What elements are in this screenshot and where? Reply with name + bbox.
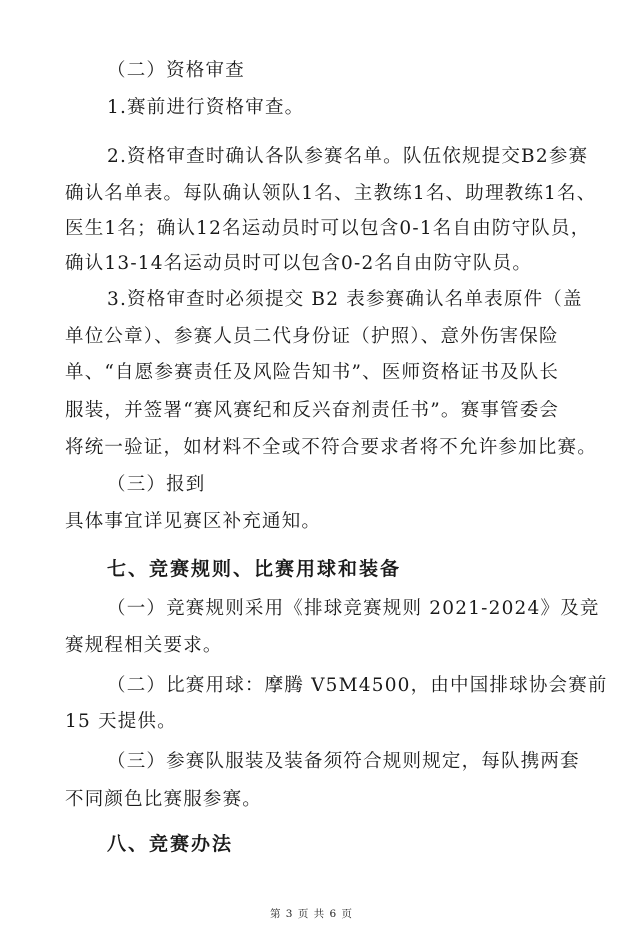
paragraph-line: 2.资格审查时确认各队参赛名单。队伍依规提交B2参赛 — [107, 146, 589, 167]
paragraph-line: （一）竞赛规则采用《排球竞赛规则 2021-2024》及竞 — [107, 598, 600, 619]
paragraph-line: 3.资格审查时必须提交 B2 表参赛确认名单表原件（盖 — [107, 289, 583, 310]
paragraph-line: 15 天提供。 — [65, 711, 177, 732]
paragraph-line: 确认13-14名运动员时可以包含0-2名自由防守队员。 — [65, 253, 533, 274]
paragraph-line: 将统一验证，如材料不全或不符合要求者将不允许参加比赛。 — [65, 437, 597, 458]
paragraph-line: 1.赛前进行资格审查。 — [107, 97, 305, 118]
paragraph-line: 单位公章）、参赛人员二代身份证（护照）、意外伤害保险 — [65, 326, 559, 347]
paragraph-line: 确认名单表。每队确认领队1名、主教练1名、助理教练1名、 — [65, 183, 597, 204]
paragraph-line: 不同颜色比赛服参赛。 — [65, 789, 263, 810]
paragraph-line: 单、“自愿参赛责任及风险告知书”、医师资格证书及队长 — [65, 362, 560, 383]
section-heading-rules: 七、竞赛规则、比赛用球和装备 — [107, 558, 402, 580]
subsection-heading-registration: （三）报到 — [107, 474, 206, 495]
paragraph-line: 服装，并签署“赛风赛纪和反兴奋剂责任书”。赛事管委会 — [65, 400, 560, 421]
page-footer: 第 3 页 共 6 页 — [269, 908, 354, 920]
paragraph-line: （三）参赛队服装及装备须符合规则规定，每队携两套 — [107, 751, 580, 772]
paragraph-line: （二）比赛用球：摩腾 V5M4500，由中国排球协会赛前 — [107, 675, 608, 696]
subsection-heading-qualification: （二）资格审查 — [107, 60, 245, 81]
paragraph-line: 具体事宜详见赛区补充通知。 — [65, 511, 322, 532]
section-heading-competition-method: 八、竞赛办法 — [107, 833, 234, 855]
paragraph-line: 赛规程相关要求。 — [65, 635, 223, 656]
paragraph-line: 医生1名；确认12名运动员时可以包含0-1名自由防守队员， — [65, 218, 591, 239]
